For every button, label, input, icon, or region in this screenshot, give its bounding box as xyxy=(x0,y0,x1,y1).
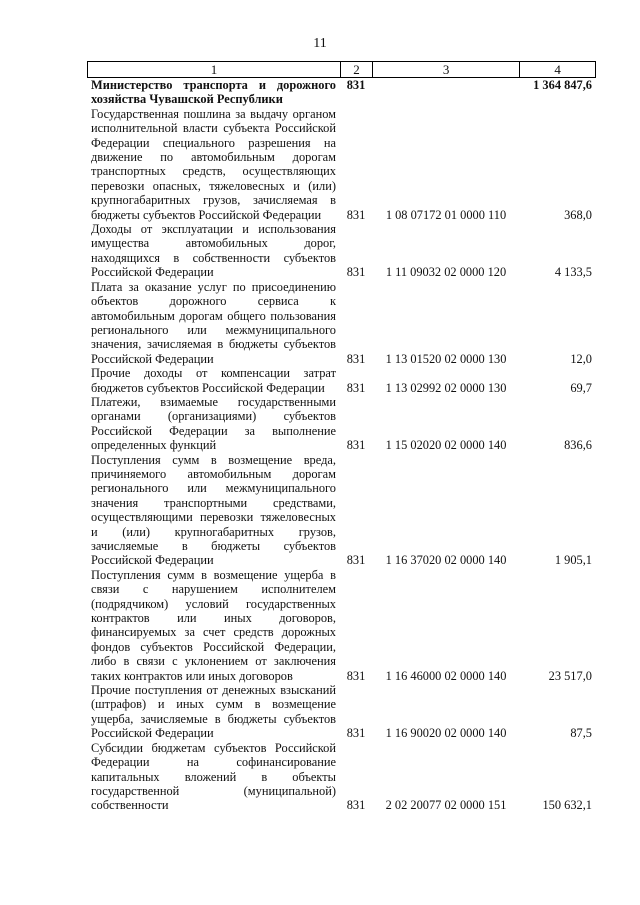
page-number: 11 xyxy=(313,36,327,51)
revenue-table xyxy=(87,61,596,813)
table-row xyxy=(87,741,596,813)
row-admin-code: 831 xyxy=(346,726,366,741)
row-admin-code: 831 xyxy=(346,553,366,568)
row-amount: 87,5 xyxy=(570,726,592,741)
header-col-1: 1 xyxy=(210,62,218,77)
row-amount: 368,0 xyxy=(564,207,592,222)
row-amount: 12,0 xyxy=(570,351,592,366)
row-amount: 4 133,5 xyxy=(554,265,592,280)
row-amount: 1 364 847,6 xyxy=(533,78,592,92)
row-amount: 23 517,0 xyxy=(548,668,592,683)
row-admin-code: 831 xyxy=(346,380,366,395)
row-name: Прочие доходы от компенсации затрат бюджетов субъектов Российской Федерации xyxy=(91,366,336,395)
row-admin-code: 831 xyxy=(346,207,366,222)
row-budget-code: 1 08 07172 01 0000 110 xyxy=(385,207,507,222)
table-header-row xyxy=(87,61,596,78)
row-name: Субсидии бюджетам субъектов Российской Федерации на софинансирование капитальных вложений в объекты государственной (муниципальной) собственности xyxy=(91,740,336,813)
table-row-ministry xyxy=(87,78,596,107)
table-row xyxy=(87,395,596,453)
row-admin-code: 831 xyxy=(346,798,366,813)
row-budget-code: 1 15 02020 02 0000 140 xyxy=(385,438,507,453)
table-row xyxy=(87,453,596,568)
header-col-3: 3 xyxy=(372,62,519,77)
row-budget-code: 1 16 90020 02 0000 140 xyxy=(385,726,507,741)
row-admin-code: 831 xyxy=(346,438,366,453)
row-admin-code: 831 xyxy=(346,265,366,280)
header-col-2: 2 xyxy=(340,62,372,77)
row-budget-code: 1 13 02992 02 0000 130 xyxy=(385,380,507,395)
row-budget-code: 1 13 01520 02 0000 130 xyxy=(385,351,507,366)
row-budget-code: 1 16 46000 02 0000 140 xyxy=(385,668,507,683)
row-budget-code: 1 16 37020 02 0000 140 xyxy=(385,553,507,568)
row-amount: 836,6 xyxy=(564,438,592,453)
table-row xyxy=(87,366,596,395)
row-admin-code: 831 xyxy=(346,668,366,683)
row-name: Платежи, взимаемые государственными органами (организациями) субъектов Российской Федерации за выполнение определенных функций xyxy=(91,394,336,453)
row-name: Поступления сумм в возмещение ущерба в связи с нарушением исполнителем (подрядчиком) условий государственных контрактов или иных договоров, финансируемых за счет средств дорожных фондов субъектов Российской Федерации, либо в связи с уклонением от заключения таких контрактов или иных договоров xyxy=(91,567,336,683)
row-admin-code: 831 xyxy=(346,351,366,366)
row-name: Государственная пошлина за выдачу органом исполнительной власти субъекта Российской Федерации специального разрешения на движение по автомобильным дорогам транспортных средств, осуществляющих перевозки опасных, тяжеловесных и (или) крупногабаритных грузов, зачисляемая в бюджеты субъектов Российской Федерации xyxy=(91,106,336,222)
table-row xyxy=(87,107,596,222)
row-amount: 1 905,1 xyxy=(554,553,592,568)
row-amount: 150 632,1 xyxy=(542,798,592,813)
row-name: Прочие поступления от денежных взысканий (штрафов) и иных сумм в возмещение ущерба, зачисляемые в бюджеты субъектов Российской Федерации xyxy=(91,683,336,741)
row-budget-code: 2 02 20077 02 0000 151 xyxy=(385,798,507,813)
table-row xyxy=(87,280,596,366)
row-admin-code: 831 xyxy=(346,78,366,92)
table-row xyxy=(87,568,596,683)
row-amount: 69,7 xyxy=(570,380,592,395)
header-col-4: 4 xyxy=(519,62,595,77)
row-name: Доходы от эксплуатации и использования имущества автомобильных дорог, находящихся в собственности субъектов Российской Федерации xyxy=(91,222,336,280)
row-name: Поступления сумм в возмещение вреда, причиняемого автомобильным дорогам регионального или межмуниципального значения транспортными средствами, осуществляющими перевозки тяжеловесных и (или) крупногабаритных грузов, зачисляемые в бюджеты субъектов Российской Федерации xyxy=(91,452,336,568)
table-row xyxy=(87,683,596,741)
row-budget-code: 1 11 09032 02 0000 120 xyxy=(385,265,507,280)
row-name: Плата за оказание услуг по присоединению объектов дорожного сервиса к автомобильным дорогам общего пользования регионального или межмуниципального значения, зачисляемая в бюджеты субъектов Российской Федерации xyxy=(91,279,336,366)
table-row xyxy=(87,222,596,280)
row-name: Министерство транспорта и дорожного хозяйства Чувашской Республики xyxy=(91,78,336,107)
